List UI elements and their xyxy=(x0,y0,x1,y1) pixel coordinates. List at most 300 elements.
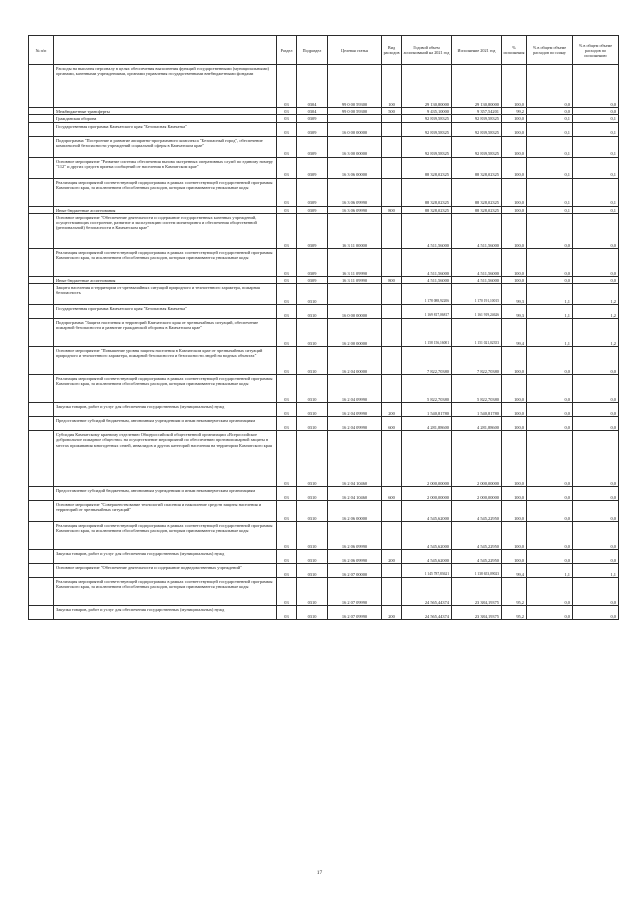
cell-pct: 100,0 xyxy=(502,487,527,501)
cell-name: Гражданская оборона xyxy=(54,115,277,122)
cell-sf: 0,0 xyxy=(573,550,619,564)
cell-vr xyxy=(382,115,402,122)
table-row xyxy=(29,501,619,522)
cell-plan: 5 822,70380 xyxy=(402,375,452,403)
cell-num xyxy=(29,431,54,487)
cell-sf: 0,0 xyxy=(573,375,619,403)
cell-csr xyxy=(328,284,382,305)
cell-sp: 1,1 xyxy=(527,564,573,578)
cell-sp: 0,1 xyxy=(527,178,573,206)
cell-plan: 29 130,80000 xyxy=(402,65,452,108)
table-header xyxy=(29,36,619,65)
cell-pct: 100,0 xyxy=(502,403,527,417)
cell-sf: 0,1 xyxy=(573,178,619,206)
cell-rz: 03 xyxy=(277,157,297,178)
cell-sp: 0,0 xyxy=(527,487,573,501)
cell-pct: 95,2 xyxy=(502,578,527,606)
cell-sp: 0,0 xyxy=(527,501,573,522)
header-num: № п/п xyxy=(29,36,54,65)
table-row xyxy=(29,403,619,417)
header-vr: Вид расходов xyxy=(382,36,402,65)
cell-plan: 88 328,02325 xyxy=(402,178,452,206)
table-row xyxy=(29,122,619,136)
cell-sp: 0,0 xyxy=(527,578,573,606)
cell-pr: 0310 xyxy=(297,284,328,305)
cell-pr: 0310 xyxy=(297,522,328,550)
cell-plan: 1 178 088,92206 xyxy=(402,284,452,305)
cell-vr xyxy=(382,347,402,375)
cell-plan: 88 328,02325 xyxy=(402,206,452,213)
cell-pct: 99,4 xyxy=(502,564,527,578)
cell-fact: 2 000,00000 xyxy=(452,487,502,501)
cell-pr: 0310 xyxy=(297,403,328,417)
cell-num xyxy=(29,375,54,403)
cell-csr: 16 2 04 10460 xyxy=(328,487,382,501)
cell-sp: 0,1 xyxy=(527,115,573,122)
cell-pct: 100,0 xyxy=(502,122,527,136)
cell-num xyxy=(29,522,54,550)
table-row xyxy=(29,284,619,305)
cell-plan: 7 822,70380 xyxy=(402,347,452,375)
cell-name: Основное мероприятие "Повышение уровня защиты населения в Камчатском крае от чрезвычайных ситуаций природного и техногенного характера, пожарной безопасности и безопасности людей на водных объектах" xyxy=(54,347,277,375)
cell-num xyxy=(29,487,54,501)
cell-plan: 4 511,56000 xyxy=(402,276,452,283)
cell-rz: 03 xyxy=(277,522,297,550)
cell-name: Реализация мероприятий соответствующей подпрограммы в рамках соответствующей государственной программы Камчатского края, за исключением обособленных расходов, которым присваиваются уникальные коды xyxy=(54,178,277,206)
cell-name: Подпрограмма "Защита населения и территорий Камчатского края от чрезвычайных ситуаций, обеспечение пожарной безопасности и развитие гражданской обороны в Камчатском крае" xyxy=(54,319,277,347)
cell-rz: 03 xyxy=(277,213,297,248)
table-row xyxy=(29,522,619,550)
cell-fact: 1 151 021,02353 xyxy=(452,319,502,347)
cell-pct: 100,0 xyxy=(502,206,527,213)
cell-sf: 0,0 xyxy=(573,213,619,248)
cell-pct: 100,0 xyxy=(502,115,527,122)
cell-pct: 100,0 xyxy=(502,248,527,276)
cell-pr: 0310 xyxy=(297,319,328,347)
cell-vr: 200 xyxy=(382,606,402,620)
cell-name: Реализация мероприятий соответствующей подпрограммы в рамках соответствующей государственной программы Камчатского края, за исключением обособленных расходов, которым присваиваются уникальные коды xyxy=(54,375,277,403)
cell-num xyxy=(29,157,54,178)
cell-fact: 88 328,02325 xyxy=(452,157,502,178)
table-row xyxy=(29,319,619,347)
cell-sp: 0,1 xyxy=(527,136,573,157)
cell-pr: 0309 xyxy=(297,276,328,283)
cell-pr: 0309 xyxy=(297,213,328,248)
cell-csr: 16 2 04 09990 xyxy=(328,403,382,417)
cell-fact: 4 511,56000 xyxy=(452,248,502,276)
header-razdel: Раздел xyxy=(277,36,297,65)
cell-vr: 500 xyxy=(382,108,402,115)
cell-fact: 88 328,02325 xyxy=(452,206,502,213)
table-row xyxy=(29,305,619,319)
cell-sf: 0,1 xyxy=(573,115,619,122)
cell-rz: 03 xyxy=(277,305,297,319)
cell-sf: 0,0 xyxy=(573,65,619,108)
cell-sf: 0,0 xyxy=(573,487,619,501)
table-row xyxy=(29,178,619,206)
table-row xyxy=(29,248,619,276)
cell-num xyxy=(29,122,54,136)
page-number: 17 xyxy=(316,870,323,876)
cell-name: Предоставление субсидий бюджетным, автономным учреждениям и иным некоммерческим организациям xyxy=(54,417,277,431)
cell-pct: 99,3 xyxy=(502,284,527,305)
cell-sp: 0,0 xyxy=(527,276,573,283)
cell-csr: 16 2 04 00000 xyxy=(328,347,382,375)
cell-sp: 0,0 xyxy=(527,347,573,375)
table-row xyxy=(29,347,619,375)
cell-sp: 0,0 xyxy=(527,403,573,417)
cell-csr: 16 3 06 00000 xyxy=(328,157,382,178)
cell-pct: 100,0 xyxy=(502,178,527,206)
cell-vr xyxy=(382,375,402,403)
cell-csr: 16 3 11 09990 xyxy=(328,276,382,283)
cell-sf: 0,0 xyxy=(573,606,619,620)
cell-rz: 03 xyxy=(277,550,297,564)
cell-pr: 0309 xyxy=(297,248,328,276)
cell-fact: 4 545,22950 xyxy=(452,550,502,564)
cell-sf: 1,2 xyxy=(573,305,619,319)
cell-sf: 0,0 xyxy=(573,347,619,375)
cell-csr xyxy=(328,115,382,122)
cell-csr: 16 3 06 09990 xyxy=(328,178,382,206)
cell-name: Иные бюджетные ассигнования xyxy=(54,276,277,283)
cell-rz: 03 xyxy=(277,403,297,417)
header-share-plan: % в общем объеме расходов по плану xyxy=(527,36,573,65)
cell-name: Реализация мероприятий соответствующей подпрограммы в рамках соответствующей государственной программы Камчатского края, за исключением обособленных расходов, которым присваиваются уникальные коды xyxy=(54,578,277,606)
cell-num xyxy=(29,178,54,206)
cell-sp: 0,0 xyxy=(527,108,573,115)
header-pct: % исполнения xyxy=(502,36,527,65)
cell-pr: 0309 xyxy=(297,157,328,178)
cell-fact: 1 540,81780 xyxy=(452,403,502,417)
cell-sp: 1,1 xyxy=(527,305,573,319)
cell-vr xyxy=(382,501,402,522)
cell-name: Закупка товаров, работ и услуг для обеспечения государственных (муниципальных) нужд xyxy=(54,403,277,417)
cell-plan: 2 000,00000 xyxy=(402,487,452,501)
cell-num xyxy=(29,108,54,115)
cell-name: Межбюджетные трансферты xyxy=(54,108,277,115)
cell-num xyxy=(29,319,54,347)
cell-num xyxy=(29,501,54,522)
cell-sf: 0,0 xyxy=(573,417,619,431)
cell-rz: 03 xyxy=(277,136,297,157)
cell-sp: 0,0 xyxy=(527,606,573,620)
cell-name: Основное мероприятие "Обеспечение деятельности и содержание подведомственных учреждений" xyxy=(54,564,277,578)
table-body xyxy=(29,65,619,620)
cell-name: Основное мероприятие "Совершенствование технологий спасения и накопление средств защиты населения и территорий от чрезвычайных ситуаций" xyxy=(54,501,277,522)
table-row xyxy=(29,550,619,564)
cell-sf: 0,1 xyxy=(573,157,619,178)
cell-vr: 800 xyxy=(382,276,402,283)
cell-name: Закупка товаров, работ и услуг для обеспечения государственных (муниципальных) нужд xyxy=(54,550,277,564)
cell-fact: 92 839,58325 xyxy=(452,136,502,157)
cell-plan: 24 565,44374 xyxy=(402,606,452,620)
cell-vr xyxy=(382,136,402,157)
cell-vr: 200 xyxy=(382,403,402,417)
table-row xyxy=(29,157,619,178)
cell-plan: 2 000,00000 xyxy=(402,431,452,487)
cell-sp: 0,0 xyxy=(527,431,573,487)
cell-plan: 88 328,02325 xyxy=(402,157,452,178)
cell-rz: 03 xyxy=(277,501,297,522)
cell-fact: 92 839,58325 xyxy=(452,115,502,122)
cell-pr: 0309 xyxy=(297,122,328,136)
cell-pr: 0310 xyxy=(297,305,328,319)
cell-fact: 7 822,70380 xyxy=(452,347,502,375)
table-row xyxy=(29,213,619,248)
table-row xyxy=(29,108,619,115)
cell-pct: 100,0 xyxy=(502,136,527,157)
cell-fact: 23 384,19375 xyxy=(452,578,502,606)
cell-vr: 600 xyxy=(382,417,402,431)
cell-vr xyxy=(382,319,402,347)
cell-sp: 0,1 xyxy=(527,206,573,213)
cell-pr: 0310 xyxy=(297,501,328,522)
cell-num xyxy=(29,206,54,213)
cell-num xyxy=(29,564,54,578)
cell-pr: 0310 xyxy=(297,375,328,403)
cell-sp: 0,1 xyxy=(527,122,573,136)
cell-rz: 03 xyxy=(277,122,297,136)
cell-sf: 0,0 xyxy=(573,578,619,606)
cell-num xyxy=(29,276,54,283)
cell-rz: 03 xyxy=(277,417,297,431)
cell-num xyxy=(29,305,54,319)
cell-num xyxy=(29,578,54,606)
cell-name: Защита населения и территории от чрезвычайных ситуаций природного и техногенного характера, пожарная безопасность xyxy=(54,284,277,305)
table-row xyxy=(29,206,619,213)
cell-csr: 16 2 04 09990 xyxy=(328,375,382,403)
cell-pr: 0309 xyxy=(297,115,328,122)
cell-sf: 1,1 xyxy=(573,564,619,578)
cell-pr: 0310 xyxy=(297,550,328,564)
cell-rz: 03 xyxy=(277,487,297,501)
cell-sf: 0,0 xyxy=(573,501,619,522)
cell-vr xyxy=(382,522,402,550)
table-row xyxy=(29,276,619,283)
cell-rz: 03 xyxy=(277,206,297,213)
cell-rz: 03 xyxy=(277,284,297,305)
table-row xyxy=(29,136,619,157)
cell-pct: 100,0 xyxy=(502,417,527,431)
cell-vr xyxy=(382,248,402,276)
cell-csr: 99 0 00 59300 xyxy=(328,65,382,108)
cell-plan: 1 158 156,16001 xyxy=(402,319,452,347)
cell-num xyxy=(29,417,54,431)
cell-num xyxy=(29,248,54,276)
cell-num xyxy=(29,606,54,620)
cell-plan: 24 565,44374 xyxy=(402,578,452,606)
cell-pct: 100,0 xyxy=(502,157,527,178)
table-row xyxy=(29,606,619,620)
cell-csr: 16 2 06 09990 xyxy=(328,522,382,550)
cell-plan: 4 511,56000 xyxy=(402,213,452,248)
cell-pct: 100,0 xyxy=(502,65,527,108)
cell-sp: 1,1 xyxy=(527,284,573,305)
table-row xyxy=(29,417,619,431)
cell-sf: 0,0 xyxy=(573,108,619,115)
cell-pr: 0310 xyxy=(297,564,328,578)
cell-num xyxy=(29,347,54,375)
cell-fact: 4 511,56000 xyxy=(452,213,502,248)
cell-num xyxy=(29,284,54,305)
cell-fact: 5 822,70380 xyxy=(452,375,502,403)
table-row xyxy=(29,65,619,108)
cell-rz: 03 xyxy=(277,564,297,578)
cell-vr: 100 xyxy=(382,65,402,108)
cell-num xyxy=(29,550,54,564)
table-row xyxy=(29,375,619,403)
cell-name: Субсидия Камчатскому краевому отделению Общероссийской общественной организации «Всероссийское добровольное пожарное общество» на осуществление мероприятий по обеспечению противопожарной защиты в местах проживания многодетных семей, инвалидов и других категорий населения на территории Камчатского края xyxy=(54,431,277,487)
cell-csr: 16 0 00 00000 xyxy=(328,305,382,319)
cell-sf: 1,2 xyxy=(573,319,619,347)
cell-sf: 0,1 xyxy=(573,136,619,157)
cell-fact: 4 281,88600 xyxy=(452,417,502,431)
cell-fact: 88 328,02325 xyxy=(452,178,502,206)
cell-sp: 0,0 xyxy=(527,522,573,550)
cell-num xyxy=(29,403,54,417)
cell-name: Основное мероприятие "Обеспечение деятельности и содержание государственных казенных учреждений, осуществляющих построение, развитие и эксплуатацию систем мониторинга и обеспечения общественной (региональной) безопасности в Камчатском крае" xyxy=(54,213,277,248)
cell-plan: 92 839,58325 xyxy=(402,115,452,122)
cell-pct: 99,2 xyxy=(502,108,527,115)
cell-num xyxy=(29,213,54,248)
cell-rz: 03 xyxy=(277,606,297,620)
header-plan: Годовой объем ассигнований на 2021 год xyxy=(402,36,452,65)
cell-name: Государственная программа Камчатского края "Безопасная Камчатка" xyxy=(54,305,277,319)
cell-vr: 200 xyxy=(382,550,402,564)
cell-csr: 16 2 06 00000 xyxy=(328,501,382,522)
cell-vr xyxy=(382,305,402,319)
cell-plan: 4 511,56000 xyxy=(402,248,452,276)
cell-plan: 1 145 787,83621 xyxy=(402,564,452,578)
cell-plan: 4 281,88600 xyxy=(402,417,452,431)
cell-sp: 0,0 xyxy=(527,417,573,431)
cell-csr: 16 2 04 10460 xyxy=(328,431,382,487)
cell-rz: 03 xyxy=(277,431,297,487)
cell-pct: 100,0 xyxy=(502,375,527,403)
cell-vr xyxy=(382,431,402,487)
cell-plan: 9 435,10000 xyxy=(402,108,452,115)
cell-fact: 4 545,22950 xyxy=(452,522,502,550)
cell-csr: 16 2 06 09990 xyxy=(328,550,382,564)
cell-name: Подпрограмма "Построение и развитие аппаратно-программного комплекса "Безопасный город", обеспечение комплексной безопасности учреждений социальной сферы в Камчатском крае" xyxy=(54,136,277,157)
cell-vr xyxy=(382,284,402,305)
cell-rz: 03 xyxy=(277,319,297,347)
cell-name: Расходы на выплаты персоналу в целях обеспечения выполнения функций государственными (муниципальными) органами, казенными учреждениями, органами управления государственными внебюджетными фондами xyxy=(54,65,277,108)
table-row xyxy=(29,487,619,501)
cell-sf: 1,2 xyxy=(573,284,619,305)
cell-pct: 99,3 xyxy=(502,305,527,319)
cell-name: Предоставление субсидий бюджетным, автономным учреждениям и иным некоммерческим организациям xyxy=(54,487,277,501)
cell-fact: 4 511,56000 xyxy=(452,276,502,283)
cell-plan: 4 545,62000 xyxy=(402,522,452,550)
cell-fact: 29 130,80000 xyxy=(452,65,502,108)
cell-csr: 16 2 07 09990 xyxy=(328,606,382,620)
cell-vr xyxy=(382,564,402,578)
cell-sf: 0,0 xyxy=(573,248,619,276)
cell-num xyxy=(29,136,54,157)
cell-pr: 0304 xyxy=(297,108,328,115)
table-row xyxy=(29,564,619,578)
cell-plan: 1 169 817,06817 xyxy=(402,305,452,319)
cell-csr: 16 2 07 09990 xyxy=(328,578,382,606)
cell-sf: 0,0 xyxy=(573,276,619,283)
cell-sp: 0,1 xyxy=(527,157,573,178)
cell-plan: 4 545,62000 xyxy=(402,550,452,564)
header-podrazdel: Подраздел xyxy=(297,36,328,65)
cell-pct: 100,0 xyxy=(502,347,527,375)
cell-rz: 03 xyxy=(277,347,297,375)
cell-sf: 0,1 xyxy=(573,122,619,136)
cell-pr: 0309 xyxy=(297,206,328,213)
header-fact: Исполнение 2021 год xyxy=(452,36,502,65)
cell-csr: 16 2 00 00000 xyxy=(328,319,382,347)
cell-plan: 92 839,58325 xyxy=(402,136,452,157)
cell-pct: 100,0 xyxy=(502,431,527,487)
cell-rz: 03 xyxy=(277,65,297,108)
cell-csr: 16 3 00 00000 xyxy=(328,136,382,157)
cell-csr: 16 2 04 09990 xyxy=(328,417,382,431)
cell-sp: 1,1 xyxy=(527,319,573,347)
cell-name: Основное мероприятие "Развитие системы обеспечения вызова экстренных оперативных служб по единому номеру "112" и других средств приема сообщений от населения в Камчатском крае" xyxy=(54,157,277,178)
cell-num xyxy=(29,115,54,122)
cell-sp: 0,0 xyxy=(527,550,573,564)
cell-fact: 1 138 653,09023 xyxy=(452,564,502,578)
table-row xyxy=(29,578,619,606)
cell-rz: 03 xyxy=(277,108,297,115)
cell-pct: 100,0 xyxy=(502,213,527,248)
cell-csr: 16 3 06 09990 xyxy=(328,206,382,213)
cell-pr: 0310 xyxy=(297,431,328,487)
cell-csr: 16 0 00 00000 xyxy=(328,122,382,136)
cell-pct: 100,0 xyxy=(502,550,527,564)
cell-plan: 92 839,58325 xyxy=(402,122,452,136)
cell-sp: 0,0 xyxy=(527,65,573,108)
cell-fact: 2 000,00000 xyxy=(452,431,502,487)
cell-plan: 4 545,62000 xyxy=(402,501,452,522)
table-row xyxy=(29,431,619,487)
cell-fact: 4 545,22950 xyxy=(452,501,502,522)
cell-sp: 0,0 xyxy=(527,248,573,276)
cell-sf: 0,0 xyxy=(573,403,619,417)
cell-pr: 0304 xyxy=(297,65,328,108)
header-share-fact: % в общем объеме расходов по исполнению xyxy=(573,36,619,65)
cell-rz: 03 xyxy=(277,375,297,403)
cell-vr xyxy=(382,578,402,606)
cell-fact: 1 170 191,10015 xyxy=(452,284,502,305)
cell-vr xyxy=(382,122,402,136)
cell-sf: 0,0 xyxy=(573,431,619,487)
cell-csr: 99 0 00 59300 xyxy=(328,108,382,115)
cell-sp: 0,0 xyxy=(527,213,573,248)
cell-csr: 16 2 07 00000 xyxy=(328,564,382,578)
cell-name: Иные бюджетные ассигнования xyxy=(54,206,277,213)
cell-fact: 1 161 919,24626 xyxy=(452,305,502,319)
cell-pr: 0309 xyxy=(297,136,328,157)
cell-pct: 100,0 xyxy=(502,276,527,283)
cell-sp: 0,0 xyxy=(527,375,573,403)
cell-sf: 0,1 xyxy=(573,206,619,213)
cell-pct: 100,0 xyxy=(502,501,527,522)
header-csr: Целевая статья xyxy=(328,36,382,65)
cell-vr xyxy=(382,157,402,178)
cell-vr xyxy=(382,213,402,248)
cell-fact: 92 839,58325 xyxy=(452,122,502,136)
cell-sf: 0,0 xyxy=(573,522,619,550)
cell-vr: 800 xyxy=(382,206,402,213)
cell-csr: 16 3 11 09990 xyxy=(328,248,382,276)
cell-pr: 0310 xyxy=(297,347,328,375)
